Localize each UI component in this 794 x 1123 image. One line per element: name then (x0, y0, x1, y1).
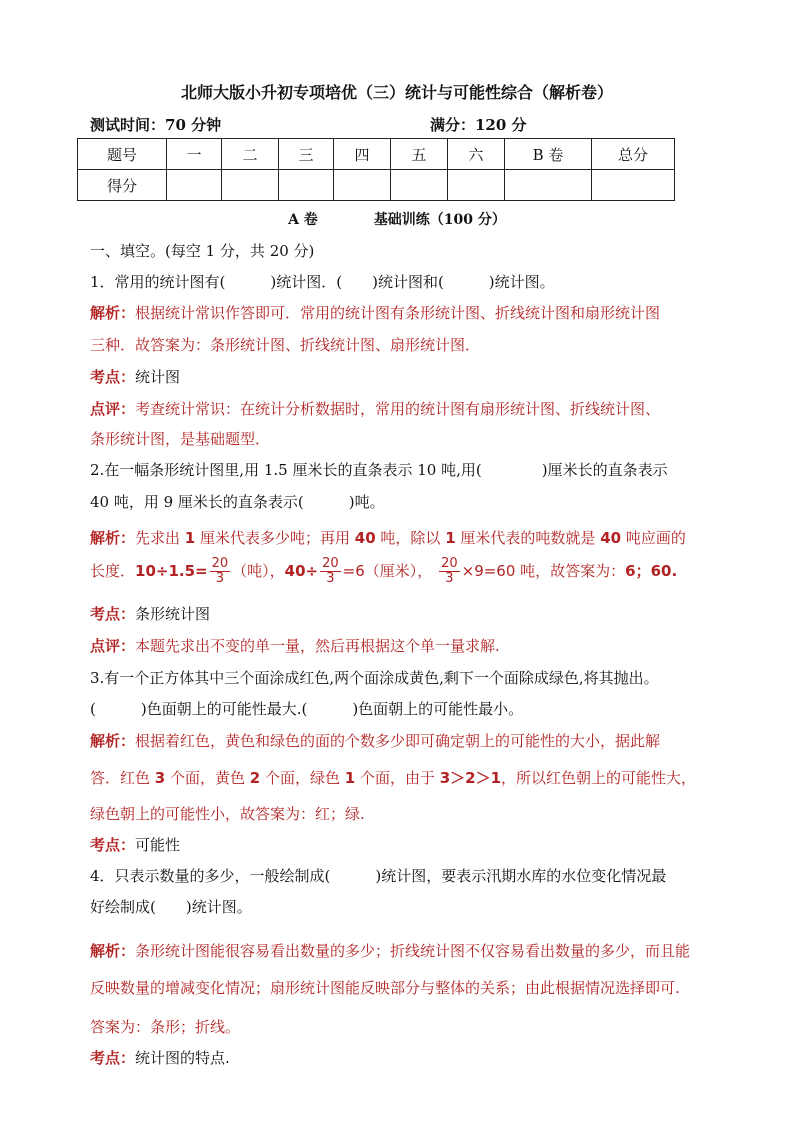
q4-point (90, 1047, 230, 1068)
q2-number: 1 (445, 529, 456, 547)
score-cell[interactable] (167, 170, 222, 201)
q4-point-text: 统计图的特点. (135, 1049, 230, 1067)
q4-analysis-line2: 反映数量的增减变化情况；扇形统计图能反映部分与整体的关系；由此根据情况选择即可. (90, 979, 680, 997)
score-cell[interactable] (279, 170, 334, 201)
point-label: 考点： (90, 368, 136, 386)
q2-comment (90, 635, 500, 656)
analysis-label: 解析： (90, 529, 136, 547)
score-table-header-row (78, 139, 675, 170)
fraction-denominator: 3 (445, 571, 454, 586)
score-cell[interactable] (334, 170, 391, 201)
analysis-label: 解析： (90, 942, 136, 960)
q3-question-line2: ( )色面朝上的可能性最大.( )色面朝上的可能性最小。 (90, 700, 524, 718)
fraction-denominator: 3 (215, 571, 225, 586)
q2-analysis-text: 先求出 (135, 529, 185, 547)
point-label: 考点： (90, 1049, 136, 1067)
q4-analysis-text: 条形统计图能很容易看出数量的多少；折线统计图不仅容易看出数量的多少，而且能 (135, 942, 691, 960)
score-cell[interactable] (505, 170, 592, 201)
q3-analysis-text: 根据着红色，黄色和绿色的面的个数多少即可确定朝上的可能性的大小，据此解 (135, 732, 661, 750)
q2-question-line2: 40 吨，用 9 厘米长的直条表示( )吨。 (90, 493, 385, 511)
analysis-label: 解析： (90, 304, 136, 322)
q4-analysis (90, 940, 690, 961)
score-table (77, 138, 675, 201)
score-header-cell: B 卷 (505, 139, 592, 170)
q2-analysis-text: ×9=60 吨，故答案为： (461, 562, 626, 580)
section-a-label: A 卷 (288, 212, 318, 228)
q3-analysis (90, 730, 660, 751)
q1-question: 1．常用的统计图有( )统计图．( )统计图和( )统计图。 (90, 273, 555, 291)
part1-heading: 一、填空。(每空 1 分，共 20 分) (90, 242, 315, 260)
q3-analysis-text: 个面，绿色 (260, 769, 345, 787)
q2-analysis-text: （吨）， (232, 562, 285, 580)
q3-number: 3＞2＞1 (439, 769, 502, 787)
q2-analysis (90, 527, 686, 548)
q1-comment-text: 考查统计常识：在统计分析数据时，常用的统计图有扇形统计图、折线统计图、 (135, 400, 661, 418)
q3-analysis-text: ，所以红色朝上的可能性大， (501, 769, 697, 787)
q1-comment (90, 398, 660, 419)
q2-analysis-text: 长度． (90, 562, 136, 580)
score-table-score-row (78, 170, 675, 201)
score-header-cell: 三 (279, 139, 334, 170)
q2-analysis-text: 吨应画的 (621, 529, 686, 547)
fraction-numerator: 20 (441, 556, 458, 571)
q2-analysis-line2 (90, 557, 677, 586)
fraction-numerator: 20 (322, 556, 339, 571)
section-a-heading (0, 209, 794, 229)
q3-question: 3.有一个正方体其中三个面涂成红色,两个面涂成黄色,剩下一个面除成绿色,将其抛出。 (90, 669, 659, 687)
fraction-numerator: 20 (211, 556, 229, 571)
fraction (210, 557, 231, 586)
comment-label: 点评： (90, 637, 136, 655)
q3-number: 3 (154, 769, 166, 787)
test-time: 测试时间：70 分钟 (90, 116, 222, 134)
point-label: 考点： (90, 836, 136, 854)
q2-answer: 6；60. (625, 562, 678, 580)
score-header-cell: 四 (334, 139, 391, 170)
q2-point-text: 条形统计图 (135, 605, 211, 623)
q2-number: 40 (600, 529, 622, 547)
q3-number: 2 (249, 769, 261, 787)
q2-expression: 10÷1.5= (135, 562, 208, 580)
q2-number: 1 (184, 529, 196, 547)
q4-analysis-line3: 答案为：条形；折线。 (90, 1018, 241, 1036)
q2-point (90, 603, 210, 624)
score-cell[interactable] (448, 170, 505, 201)
score-cell[interactable] (222, 170, 279, 201)
analysis-label: 解析： (90, 732, 136, 750)
q2-analysis-text: 厘米代表的吨数就是 (455, 529, 601, 547)
q3-number: 1 (344, 769, 356, 787)
q2-analysis-text: =6（厘米）， (342, 562, 433, 580)
score-cell[interactable] (592, 170, 675, 201)
score-row-label: 得分 (78, 170, 167, 201)
q1-analysis-line2: 三种．故答案为：条形统计图、折线统计图、扇形统计图． (90, 336, 481, 354)
q1-point (90, 366, 180, 387)
q3-point-text: 可能性 (135, 836, 181, 854)
point-label: 考点： (90, 605, 136, 623)
comment-label: 点评： (90, 400, 136, 418)
q1-comment-line2: 条形统计图，是基础题型． (90, 430, 271, 448)
q4-question: 4．只表示数量的多少，一般绘制成( )统计图，要表示汛期水库的水位变化情况最 (90, 867, 667, 885)
score-header-cell: 总分 (592, 139, 675, 170)
full-score: 满分：120 分 (430, 116, 527, 134)
q3-analysis-text: 个面，黄色 (165, 769, 250, 787)
score-header-cell: 五 (391, 139, 448, 170)
q3-analysis-line3: 绿色朝上的可能性小，故答案为：红；绿. (90, 805, 365, 823)
fraction (320, 557, 341, 586)
q2-expression: 40÷ (284, 562, 319, 580)
q1-analysis (90, 302, 660, 323)
q2-comment-text: 本题先求出不变的单一量，然后再根据这个单一量求解. (135, 637, 500, 655)
score-cell[interactable] (391, 170, 448, 201)
q2-analysis-text: 吨，除以 (375, 529, 446, 547)
fraction (439, 557, 460, 586)
score-header-cell: 二 (222, 139, 279, 170)
q3-analysis-text: 个面，由于 (355, 769, 440, 787)
q1-point-text: 统计图 (135, 368, 181, 386)
q3-analysis-line2 (90, 767, 696, 788)
document-title: 北师大版小升初专项培优（三）统计与可能性综合（解析卷） (180, 83, 613, 102)
q2-question: 2.在一幅条形统计图里,用 1.5 厘米长的直条表示 10 吨,用( )厘米长的直条表示 (90, 461, 668, 479)
score-header-cell: 六 (448, 139, 505, 170)
q3-analysis-text: 答．红色 (90, 769, 155, 787)
score-header-cell: 题号 (78, 139, 167, 170)
q1-analysis-text: 根据统计常识作答即可．常用的统计图有条形统计图、折线统计图和扇形统计图 (135, 304, 661, 322)
q2-number: 40 (354, 529, 376, 547)
score-header-cell: 一 (167, 139, 222, 170)
q3-point (90, 834, 180, 855)
fraction-denominator: 3 (326, 571, 335, 586)
q2-analysis-text: 厘米代表多少吨；再用 (195, 529, 355, 547)
section-a-title: 基础训练（100 分） (373, 212, 506, 228)
q4-question-line2: 好绘制成( )统计图。 (90, 898, 252, 916)
